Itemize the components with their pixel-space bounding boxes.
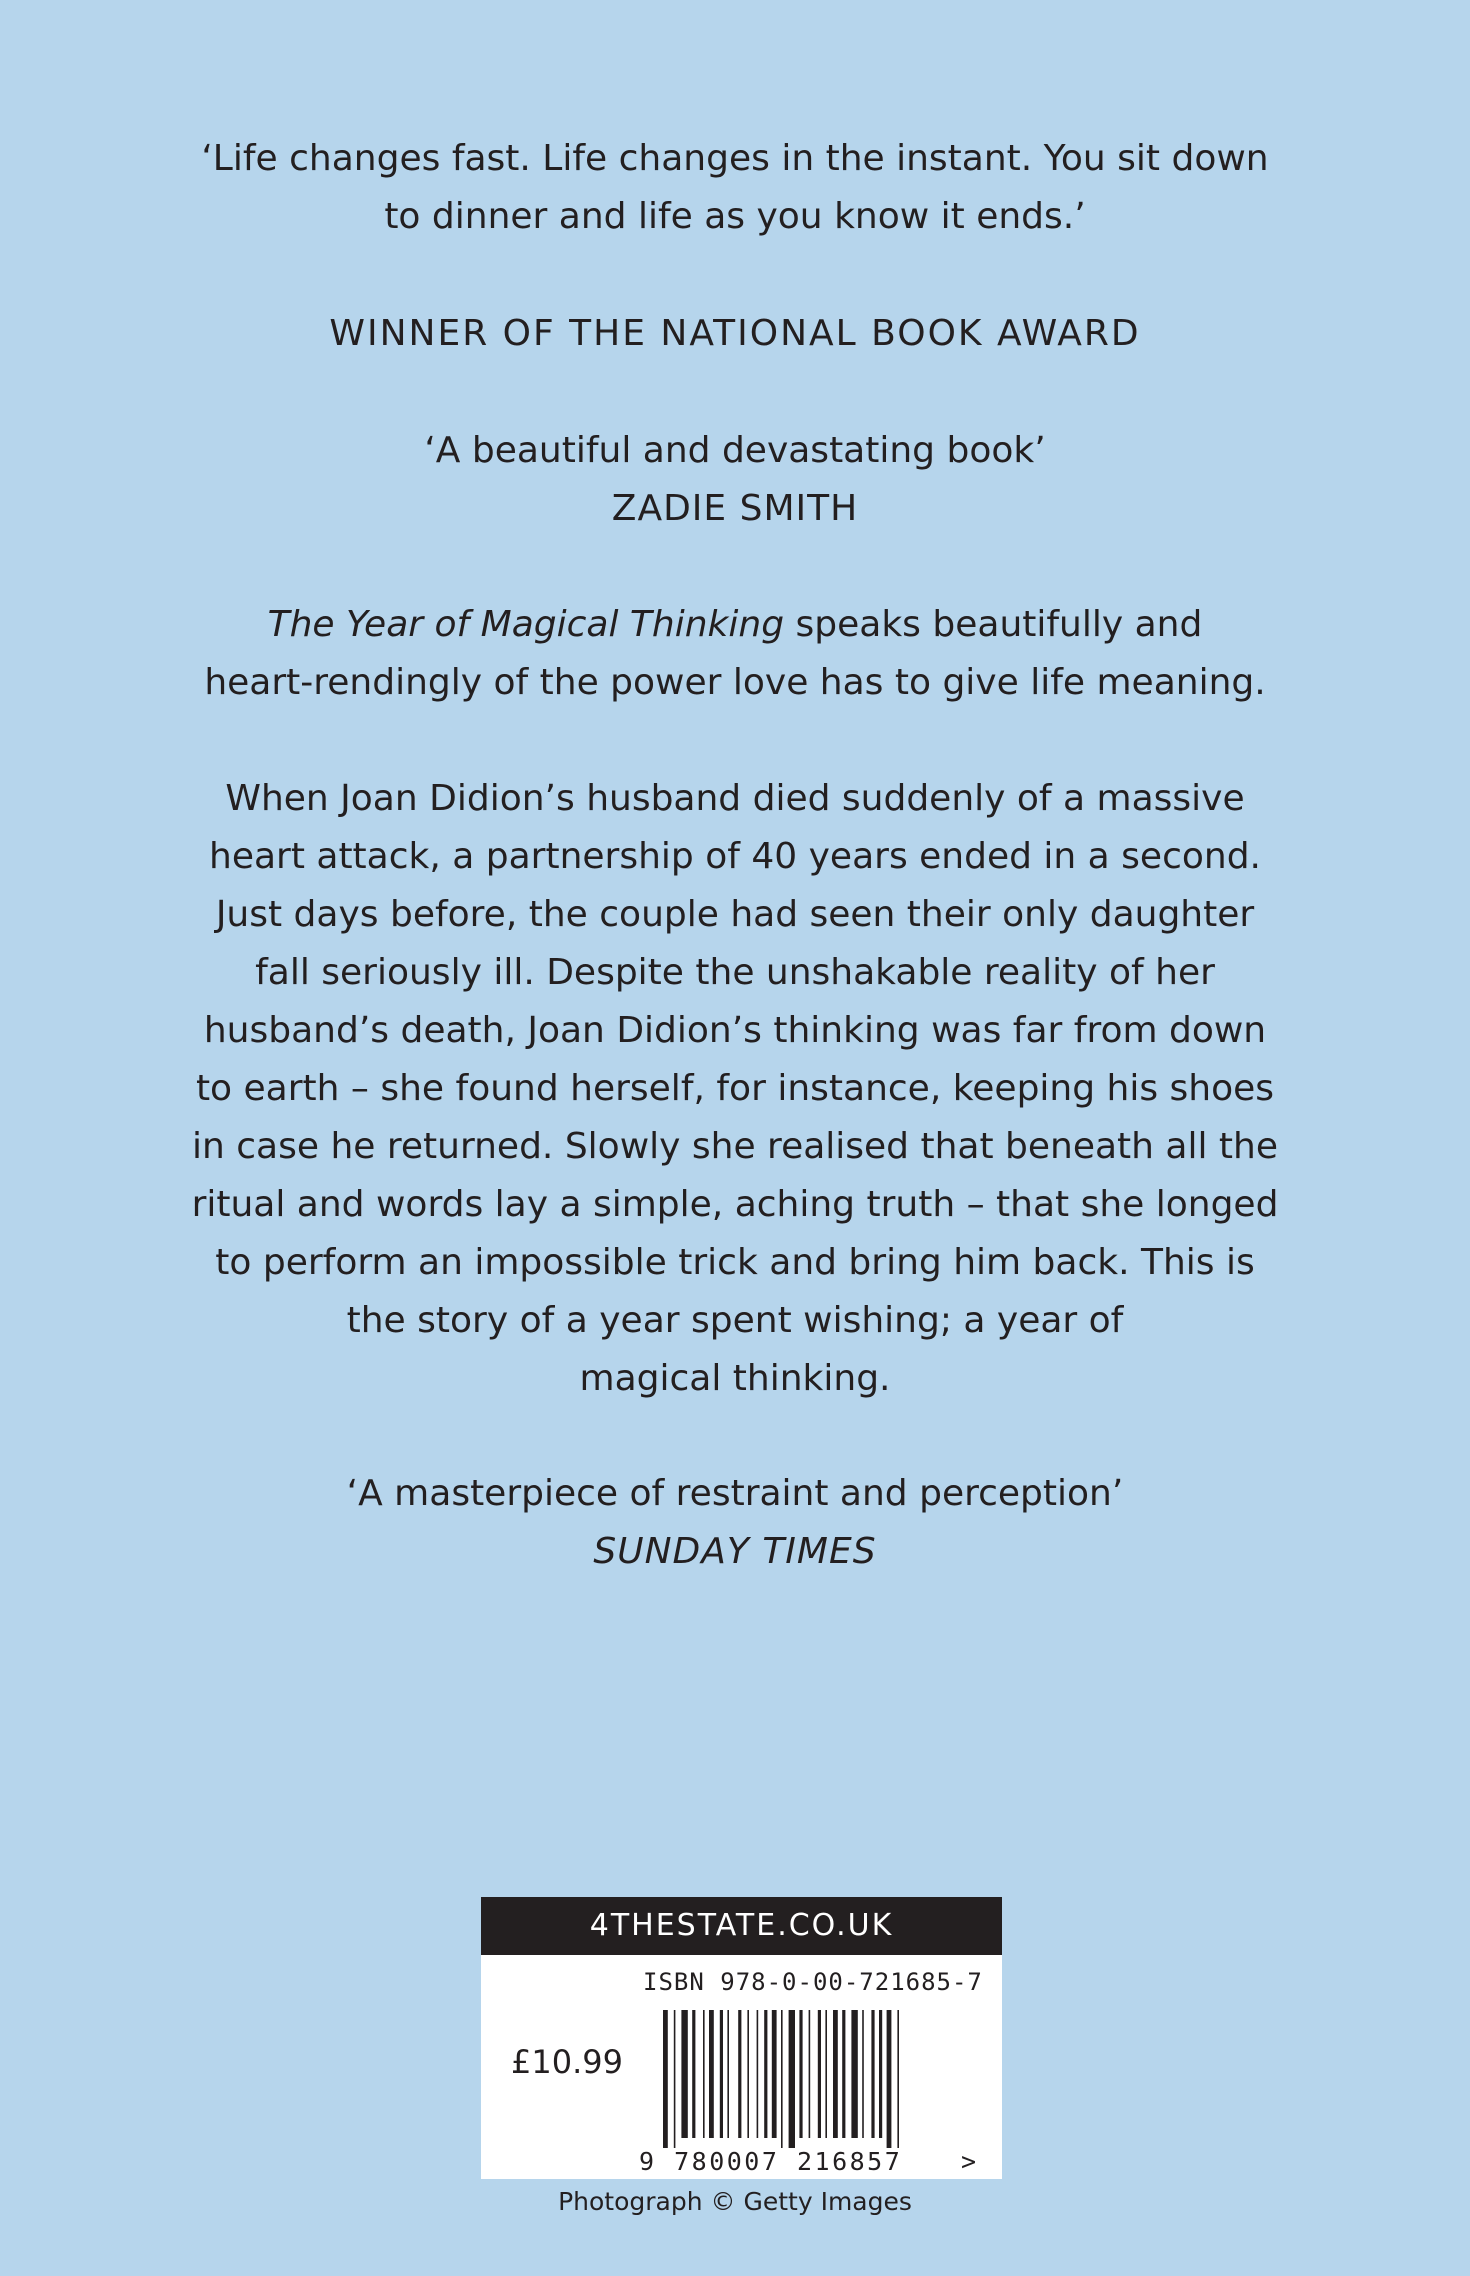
barcode-bar bbox=[818, 2010, 821, 2138]
barcode-bar bbox=[663, 2010, 668, 2148]
barcode-bar bbox=[681, 2010, 687, 2138]
book-title: The Year of Magical Thinking bbox=[267, 604, 785, 645]
intro-line-1 bbox=[0, 596, 1470, 654]
blurb-line: to perform an impossible trick and bring him back. This is bbox=[215, 1242, 1255, 1283]
review-zadie-source: ZADIE SMITH bbox=[611, 488, 859, 529]
publisher-website: 4THESTATE.CO.UK bbox=[481, 1897, 1002, 1955]
opening-quote-line-2: to dinner and life as you know it ends.’ bbox=[384, 196, 1086, 237]
barcode-bar bbox=[747, 2010, 749, 2138]
barcode-bar bbox=[799, 2010, 802, 2138]
barcode-bar bbox=[842, 2010, 845, 2138]
award-heading: WINNER OF THE NATIONAL BOOK AWARD bbox=[329, 313, 1141, 354]
blurb-paragraph bbox=[0, 770, 1470, 1408]
barcode-digits: 9 780007 216857 bbox=[639, 2147, 903, 2176]
review-sunday-quote: ‘A masterpiece of restraint and perception’ bbox=[346, 1473, 1124, 1514]
barcode-bar bbox=[738, 2010, 741, 2138]
intro-paragraph bbox=[0, 596, 1470, 712]
blurb-line: ritual and words lay a simple, aching truth – that she longed bbox=[191, 1184, 1279, 1225]
barcode-bar bbox=[727, 2010, 729, 2138]
opening-quote bbox=[0, 130, 1470, 246]
barcode-bars bbox=[663, 2010, 899, 2148]
barcode-bar bbox=[862, 2010, 864, 2138]
barcode-graphic bbox=[631, 2002, 991, 2177]
barcode-bar bbox=[897, 2010, 899, 2148]
blurb-line: magical thinking. bbox=[579, 1358, 891, 1399]
barcode-bar bbox=[692, 2010, 695, 2138]
barcode-bar bbox=[703, 2010, 705, 2138]
barcode-bar bbox=[764, 2010, 767, 2138]
blurb-line: heart attack, a partnership of 40 years ended in a second. bbox=[209, 836, 1261, 877]
intro-line-2: heart-rendingly of the power love has to give life meaning. bbox=[204, 662, 1266, 703]
blurb-line: in case he returned. Slowly she realised that beneath all the bbox=[191, 1126, 1279, 1167]
barcode-bar bbox=[674, 2010, 676, 2148]
barcode-bar bbox=[789, 2010, 795, 2148]
blurb-line: Just days before, the couple had seen their only daughter bbox=[215, 894, 1255, 935]
barcode-end-mark: > bbox=[961, 2147, 977, 2176]
opening-quote-line-1: ‘Life changes fast. Life changes in the instant. You sit down bbox=[201, 138, 1269, 179]
barcode-bar bbox=[851, 2010, 857, 2138]
isbn-label: ISBN 978-0-00-721685-7 bbox=[643, 1968, 983, 1996]
barcode-bar bbox=[757, 2010, 759, 2138]
intro-line-1-rest: speaks beautifully and bbox=[784, 604, 1203, 645]
barcode-bar bbox=[879, 2010, 882, 2138]
blurb-line: When Joan Didion’s husband died suddenly of a massive bbox=[225, 778, 1245, 819]
blurb-line: the story of a year spent wishing; a year of bbox=[346, 1300, 1124, 1341]
barcode-bar bbox=[772, 2010, 777, 2138]
review-sunday-source: SUNDAY TIMES bbox=[593, 1531, 877, 1572]
review-sunday-times bbox=[0, 1465, 1470, 1581]
review-zadie-smith bbox=[0, 422, 1470, 538]
blurb-line: to earth – she found herself, for instance, keeping his shoes bbox=[195, 1068, 1275, 1109]
barcode-bar bbox=[781, 2010, 783, 2148]
barcode-bar bbox=[709, 2010, 714, 2138]
barcode-bar bbox=[871, 2010, 874, 2138]
barcode-bar bbox=[825, 2010, 827, 2138]
barcode-panel bbox=[481, 1897, 1002, 2179]
barcode-bar bbox=[809, 2010, 811, 2138]
barcode-bar bbox=[720, 2010, 723, 2138]
blurb-line: husband’s death, Joan Didion’s thinking was far from down bbox=[203, 1010, 1267, 1051]
barcode-bar bbox=[833, 2010, 838, 2138]
barcode-bar bbox=[887, 2010, 892, 2148]
photo-credit: Photograph © Getty Images bbox=[558, 2187, 912, 2216]
blurb-line: fall seriously ill. Despite the unshakable reality of her bbox=[255, 952, 1215, 993]
price-label: £10.99 bbox=[511, 2043, 623, 2081]
review-zadie-quote: ‘A beautiful and devastating book’ bbox=[424, 430, 1046, 471]
